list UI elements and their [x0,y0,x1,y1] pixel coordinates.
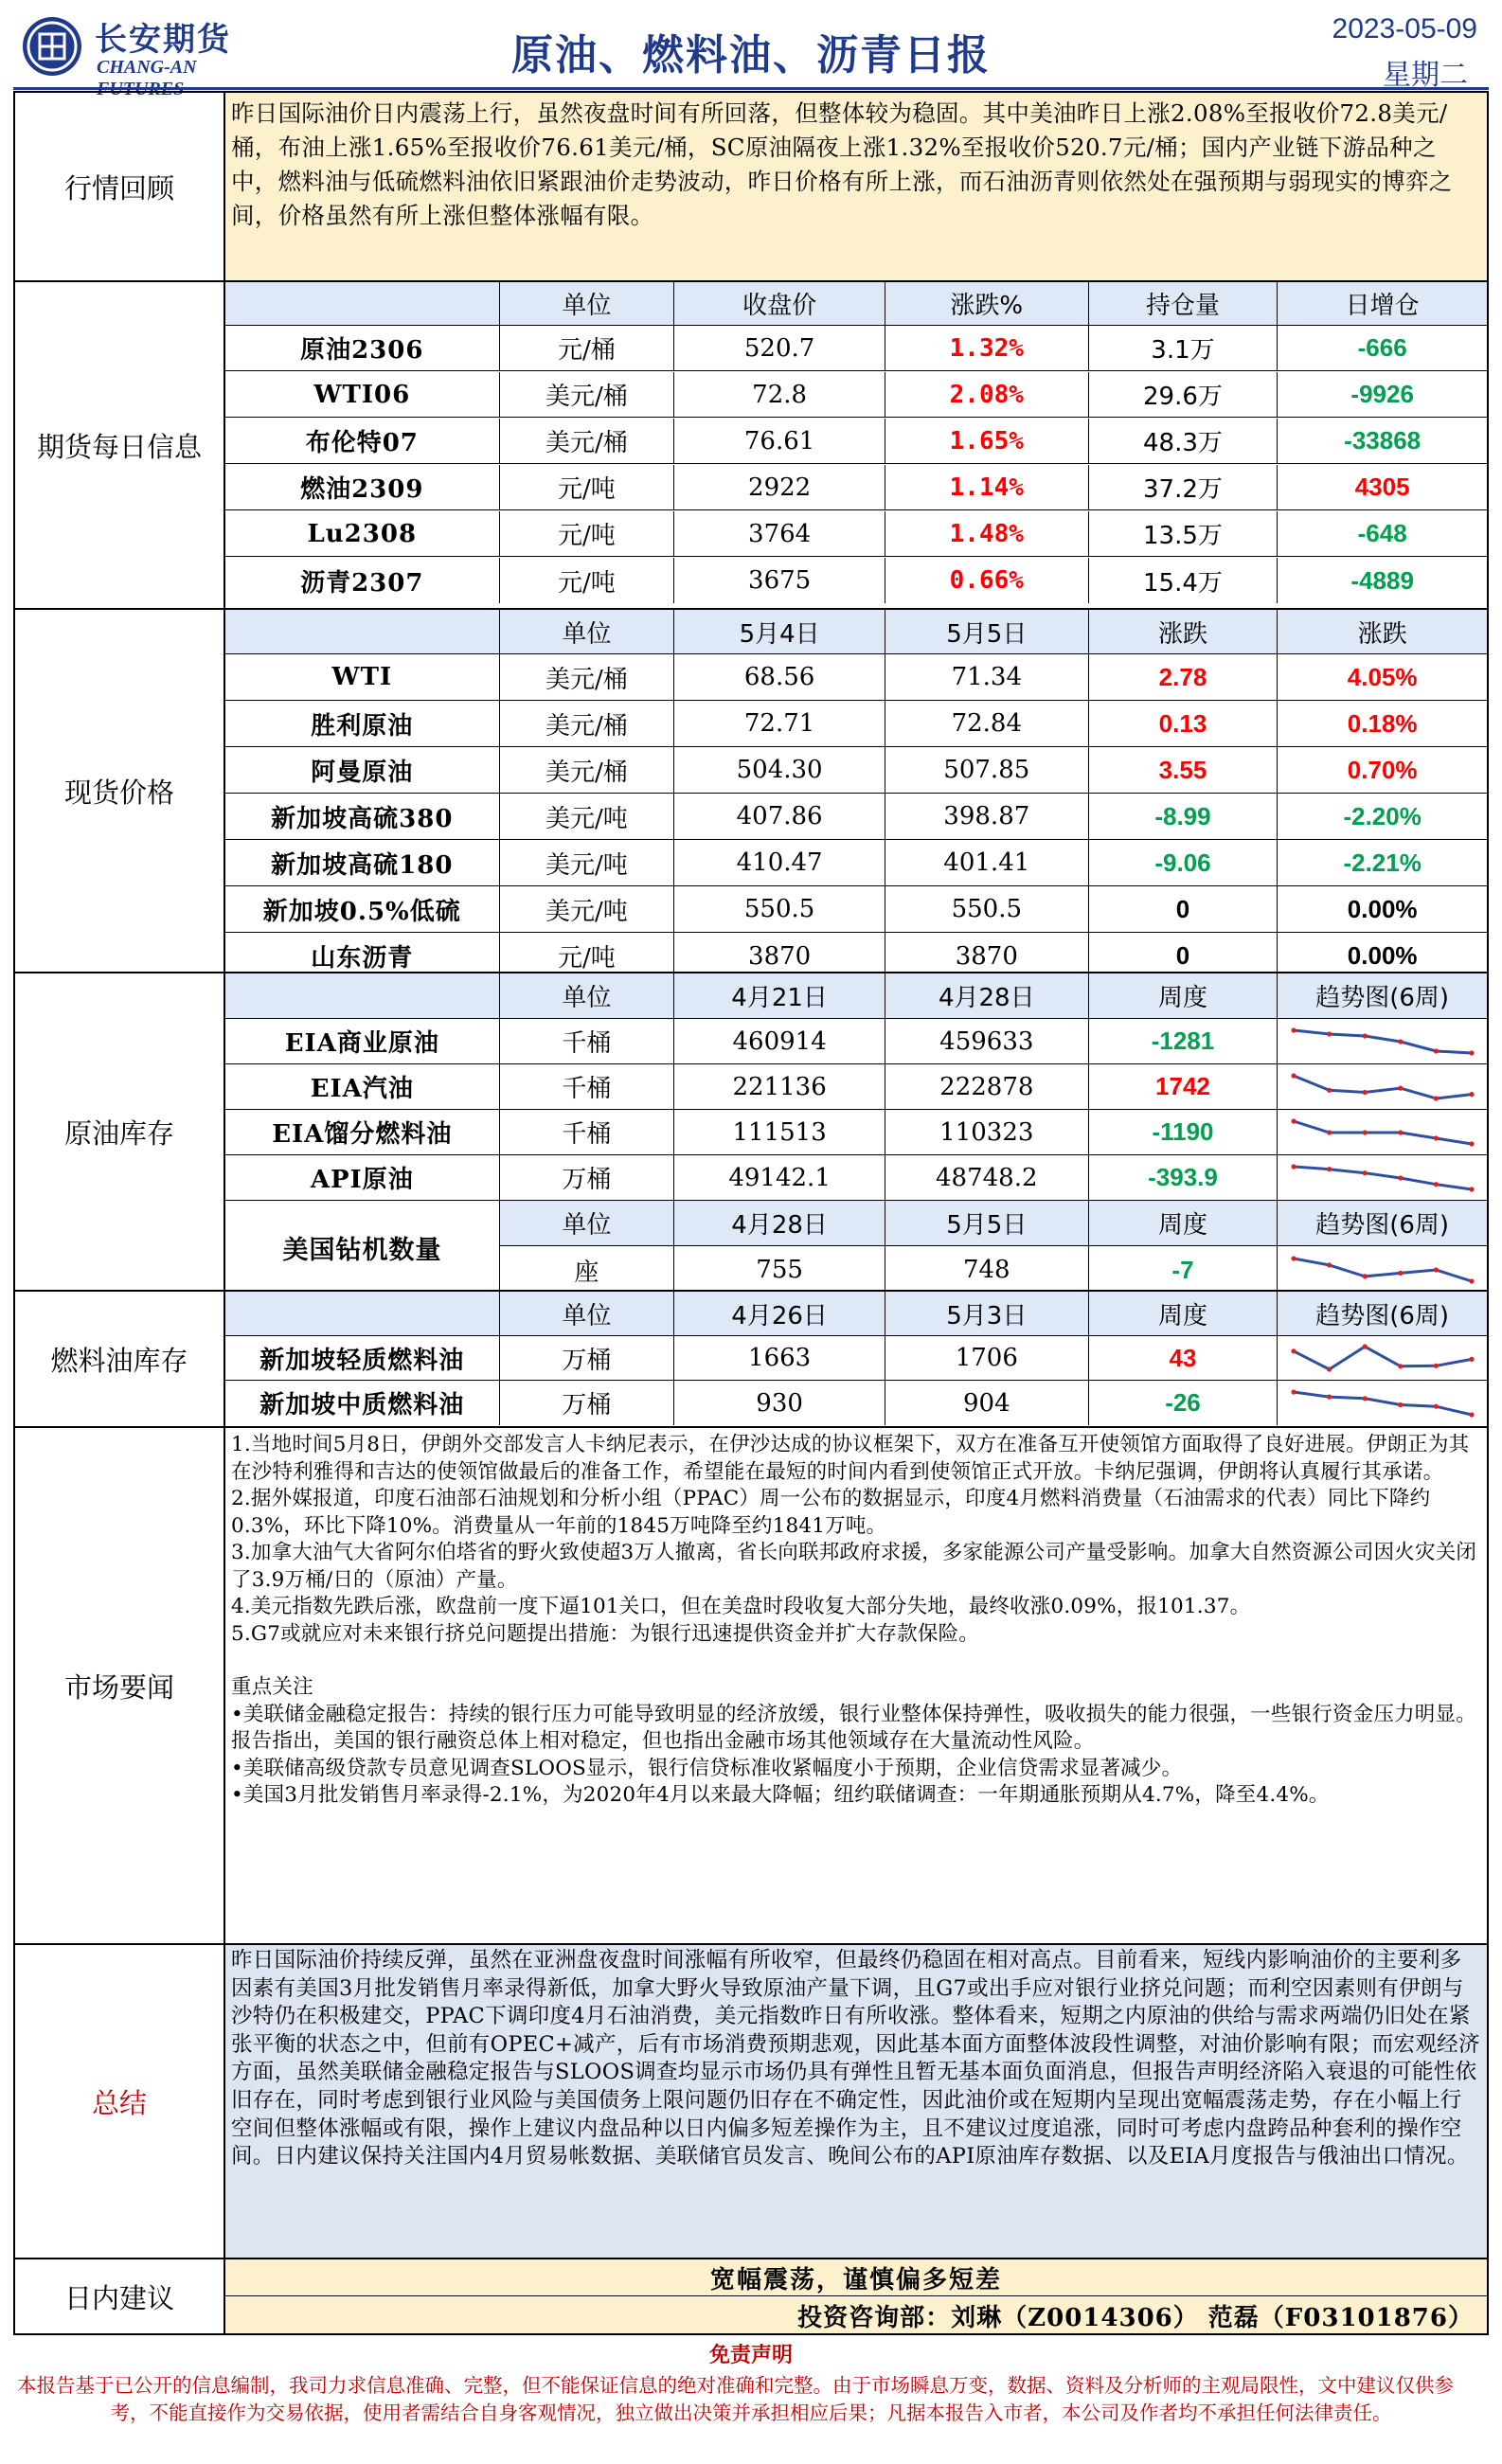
price-change: 0 [1089,886,1278,932]
price-change: 0 [1089,933,1278,979]
change-percent: 1.48% [885,511,1089,556]
column-header: 4月28日 [674,1201,885,1245]
news-item: 5.G7或就应对未来银行挤兑问题提出措施：为银行迅速提供资金并扩大存款保险。 [231,1621,979,1646]
close-price: 76.61 [674,419,885,463]
product-name: 山东沥青 [225,933,500,979]
section-label: 日内建议 [15,2259,225,2333]
report-date: 2023-05-09 [1332,13,1477,45]
column-header: 单位 [500,1292,675,1335]
weekly-change: -393.9 [1089,1155,1278,1200]
table-row [225,326,1487,371]
trend-point [1291,1389,1296,1394]
price-change-percent: 4.05% [1347,662,1418,691]
trend-chart-cell [1278,1246,1487,1294]
column-header: 5月5日 [885,610,1089,653]
change-percent: 1.14% [885,465,1089,509]
table-row [225,465,1487,510]
rig-count-prev: 755 [674,1246,885,1294]
trend-point [1433,1403,1438,1408]
table-row [225,558,1487,603]
trend-sparkline [1288,1342,1477,1374]
weekly-change: -7 [1089,1246,1278,1294]
inventory-curr: 904 [885,1381,1089,1425]
market-news-section [13,1426,1489,1945]
section-label: 现货价格 [15,610,225,972]
report-page [13,8,1489,2424]
column-header: 涨跌% [885,282,1089,325]
trend-point [1327,1031,1332,1036]
unit-cell: 元/吨 [500,511,675,556]
price-change: -9.06 [1089,840,1278,885]
trend-point [1469,1141,1474,1146]
column-header: 5月5日 [885,1201,1089,1245]
inventory-prev: 460914 [674,1019,885,1063]
inventory-prev: 930 [674,1381,885,1425]
column-header: 单位 [500,1201,675,1245]
trend-point [1362,1170,1367,1175]
trend-point [1327,1130,1332,1134]
price-prev: 504.30 [674,747,885,793]
news-item: 4.美元指数先跌后涨，欧盘前一度下逼101关口，但在美盘时段收复大部分失地，最终收涨0.09%，报101.37。 [231,1595,1251,1618]
product-name: 新加坡0.5%低硫 [225,886,500,932]
trend-point [1469,1187,1474,1191]
trend-point [1433,1048,1438,1053]
trend-point [1327,1087,1332,1092]
open-interest: 48.3万 [1089,419,1278,463]
column-header: 4月28日 [885,973,1089,1018]
trend-point [1398,1364,1403,1368]
price-change: 2.78 [1089,654,1278,700]
trend-point [1362,1033,1367,1038]
table-row [225,1336,1487,1381]
contract-name: 布伦特07 [225,419,500,463]
contract-name: 沥青2307 [225,558,500,603]
unit-cell: 美元/吨 [500,886,675,932]
trend-point [1433,1135,1438,1140]
column-header: 5月4日 [674,610,885,653]
disclaimer-title: 免责声明 [708,2344,793,2367]
unit-cell: 美元/吨 [500,840,675,885]
trend-point [1327,1262,1332,1267]
price-prev: 68.56 [674,654,885,700]
contract-name: 原油2306 [225,326,500,370]
column-header: 单位 [500,610,675,653]
daily-oi-change: -33868 [1344,426,1422,455]
price-prev: 410.47 [674,840,885,885]
inventory-curr: 110323 [885,1110,1089,1154]
price-curr: 550.5 [885,886,1089,932]
unit-cell: 座 [500,1246,675,1294]
close-price: 520.7 [674,326,885,370]
column-header: 日增仓 [1345,292,1420,320]
rig-count-curr: 748 [885,1246,1089,1294]
unit-cell: 美元/桶 [500,372,675,417]
news-item: 1.当地时间5月8日，伊朗外交部发言人卡纳尼表示，在伊沙达成的协议框架下，双方在准备互开使领馆方面取得了良好进展。伊朗正为其在沙特利雅得和吉达的使领馆做最后的准备工作，希望能在最短的时间内看到使领馆正式开放。卡纳尼强调，伊朗将认真履行其承诺。 [231,1433,1470,1484]
unit-cell: 元/吨 [500,933,675,979]
trend-point [1362,1089,1367,1094]
price-change: 3.55 [1089,747,1278,793]
trend-point [1362,1344,1367,1348]
column-header: 周度 [1089,1292,1278,1335]
trend-line [1294,1167,1472,1189]
spot-price-section [13,608,1489,973]
trend-line [1294,1392,1472,1415]
trend-point [1398,1402,1403,1406]
market-review-section [13,91,1489,282]
column-header: 持仓量 [1089,282,1278,325]
daily-oi-change: -4889 [1350,565,1414,595]
inventory-prev: 49142.1 [674,1155,885,1200]
inventory-name: EIA商业原油 [225,1019,500,1063]
table-row [225,701,1487,747]
daily-oi-change: -666 [1357,333,1407,362]
price-curr: 507.85 [885,747,1089,793]
summary-section [13,1943,1489,2259]
close-price: 72.8 [674,372,885,417]
trend-point [1362,1274,1367,1278]
trend-point [1469,1278,1474,1283]
price-change-percent: -2.21% [1343,848,1422,877]
price-curr: 398.87 [885,794,1089,839]
trend-point [1398,1130,1403,1134]
open-interest: 13.5万 [1089,511,1278,556]
column-header: 趋势图(6周) [1315,1211,1450,1240]
price-curr: 401.41 [885,840,1089,885]
trend-chart-cell [1278,1336,1487,1380]
unit-cell: 美元/吨 [500,794,675,839]
trend-point [1433,1096,1438,1100]
table-row [225,1019,1487,1064]
inventory-name: API原油 [225,1155,500,1200]
column-header: 单位 [500,973,675,1018]
column-header: 趋势图(6周) [1315,1301,1450,1330]
product-name: 新加坡高硫180 [225,840,500,885]
contract-name: 燃油2309 [225,465,500,509]
price-prev: 407.86 [674,794,885,839]
table-row [225,419,1487,464]
trend-point [1469,1357,1474,1362]
column-header [225,610,500,653]
unit-cell: 万桶 [500,1336,675,1380]
trend-chart-cell [1278,1019,1487,1063]
daily-oi-change: -9926 [1350,380,1414,408]
trend-point [1398,1039,1403,1044]
section-label: 市场要闻 [15,1428,225,1943]
trend-point [1398,1271,1403,1276]
disclaimer-text: 本报告基于已公开的信息编制，我司力求信息准确、完整，但不能保证信息的绝对准确和完整。由于市场瞬息万变，数据、资料及分析师的主观局限性，文中建议仅供参考，不能直接作为交易依据，使用者需结合自身客观情况，独立做出决策并承担相应后果；凡据本报告入市者，本公司及作者均不承担任何法律责任。 [17,2374,1454,2424]
section-label: 燃料油库存 [15,1292,225,1426]
daily-oi-change: -648 [1357,519,1407,547]
advice-text: 宽幅震荡，谨慎偏多短差 [225,2259,1487,2296]
trend-point [1291,1073,1296,1078]
trend-chart-cell [1278,1155,1487,1200]
trend-point [1327,1167,1332,1171]
crude-inventory-section [13,972,1489,1292]
trend-line [1294,1076,1472,1098]
futures-section [13,280,1489,610]
product-name: 阿曼原油 [225,747,500,793]
price-change-percent: 0.70% [1347,755,1418,784]
column-header: 涨跌 [1089,610,1278,653]
unit-cell: 美元/桶 [500,747,675,793]
column-header [225,1292,500,1335]
section-label: 期货每日信息 [15,282,225,608]
weekly-change: -1281 [1089,1019,1278,1063]
column-header: 4月26日 [674,1292,885,1335]
unit-cell: 元/桶 [500,326,675,370]
section-label: 行情回顾 [15,93,225,280]
column-header: 周度 [1089,1201,1278,1245]
open-interest: 37.2万 [1089,465,1278,509]
column-header: 涨跌 [1357,619,1407,649]
report-header [13,8,1489,99]
unit-cell: 美元/桶 [500,701,675,746]
trend-point [1433,1267,1438,1272]
close-price: 3675 [674,558,885,603]
change-percent: 0.66% [885,558,1089,603]
product-name: 新加坡高硫380 [225,794,500,839]
report-weekday: 星期二 [1383,59,1468,92]
inventory-name: 新加坡轻质燃料油 [225,1336,500,1380]
trend-line [1294,1030,1472,1053]
trend-sparkline [1288,1162,1477,1194]
trend-point [1398,1085,1403,1090]
intraday-advice-section [13,2258,1489,2335]
price-change-percent: -2.20% [1343,801,1422,830]
trend-point [1291,1027,1296,1032]
column-header: 收盘价 [674,282,885,325]
consultant-info: 投资咨询部：刘琳（Z0014306） 范磊（F03101876） [225,2297,1487,2333]
section-label: 总结 [15,1945,225,2258]
trend-point [1469,1050,1474,1055]
news-content [225,1428,1487,1943]
close-price: 2922 [674,465,885,509]
trend-point [1291,1118,1296,1123]
trend-sparkline [1288,1116,1477,1149]
trend-line [1294,1259,1472,1281]
report-title: 原油、燃料油、沥青日报 [511,31,991,80]
trend-point [1433,1364,1438,1368]
fuel-oil-inventory-section [13,1290,1489,1428]
trend-point [1291,1256,1296,1260]
inventory-prev: 1663 [674,1336,885,1380]
table-row [225,747,1487,794]
open-interest: 15.4万 [1089,558,1278,603]
unit-cell: 美元/桶 [500,419,675,463]
price-change: -8.99 [1089,794,1278,839]
table-row [225,1064,1487,1110]
table-row [225,372,1487,418]
price-prev: 550.5 [674,886,885,932]
market-review-text: 昨日国际油价日内震荡上行，虽然夜盘时间有所回落，但整体较为稳固。其中美油昨日上涨2.08%至报收价72.8美元/桶，布油上涨1.65%至报收价76.61美元/桶，SC原油隔夜上涨1.32%至报收价520.7元/桶；国内产业链下游品种之中，燃料油与低硫燃料油依旧紧跟油价走势波动，昨日价格有所上涨，而石油沥青则依然处在强预期与弱现实的博弈之间，价格虽然有所上涨但整体涨幅有限。 [231,99,1453,229]
focus-title: 重点关注 [231,1675,313,1699]
price-curr: 3870 [885,933,1089,979]
unit-cell: 美元/桶 [500,654,675,700]
trend-point [1469,1092,1474,1097]
trend-point [1362,1396,1367,1401]
unit-cell: 万桶 [500,1381,675,1425]
table-row [225,1381,1487,1425]
weekly-change: -1190 [1089,1110,1278,1154]
inventory-curr: 222878 [885,1064,1089,1109]
trend-line [1294,1121,1472,1144]
close-price: 3764 [674,511,885,556]
inventory-name: 新加坡中质燃料油 [225,1381,500,1425]
trend-point [1327,1366,1332,1371]
product-name: WTI [225,654,500,700]
unit-cell: 千桶 [500,1064,675,1109]
inventory-name: EIA汽油 [225,1064,500,1109]
table-row [225,840,1487,886]
column-header [225,282,500,325]
unit-cell: 万桶 [500,1155,675,1200]
price-curr: 71.34 [885,654,1089,700]
focus-item: •美联储高级贷款专员意见调查SLOOS显示，银行信贷标准收紧幅度小于预期，企业信贷需求显著减少。 [231,1756,1183,1780]
price-change-percent: 0.00% [1347,941,1418,970]
table-header-row [225,282,1487,326]
change-percent: 1.65% [885,419,1089,463]
price-prev: 3870 [674,933,885,979]
table-row [225,886,1487,933]
unit-cell: 千桶 [500,1019,675,1063]
section-label: 原油库存 [15,973,225,1290]
news-item: 3.加拿大油气大省阿尔伯塔省的野火致使超3万人撤离，省长向联邦政府求援，多家能源公司产量受影响。加拿大自然资源公司因火灾关闭了3.9万桶/日的（原油）产量。 [231,1541,1477,1592]
column-header: 趋势图(6周) [1315,984,1450,1012]
table-header-row [225,610,1487,654]
trend-chart-cell [1278,1064,1487,1109]
price-prev: 72.71 [674,701,885,746]
column-header: 周度 [1089,973,1278,1018]
trend-sparkline [1288,1387,1477,1419]
focus-item: •美联储金融稳定报告：持续的银行压力可能导致明显的经济放缓，银行业整体保持弹性，吸收损失的能力很强，一些银行资金压力明显。报告指出，美国的银行融资总体上相对稳定，但也指出金融市场其他领域存在大量流动性风险。 [231,1702,1476,1753]
trend-sparkline [1288,1071,1477,1103]
product-name: 胜利原油 [225,701,500,746]
trend-sparkline [1288,1254,1477,1286]
inventory-curr: 1706 [885,1336,1089,1380]
summary-text: 昨日国际油价持续反弹，虽然在亚洲盘夜盘时间涨幅有所收窄，但最终仍稳固在相对高点。目前看来，短线内影响油价的主要利多因素有美国3月批发销售月率录得新低，加拿大野火导致原油产量下调，且G7或出手应对银行业挤兑问题；而利空因素则有伊朗与沙特仍在积极建交，PPAC下调印度4月石油消费，美元指数昨日有所收涨。整体看来，短期之内原油的供给与需求两端仍旧处在紧张平衡的状态之中，但前有OPEC+减产，后有市场消费预期悲观，因此基本面方面整体波段性调整，对油价影响有限；而宏观经济方面，虽然美联储金融稳定报告与SLOOS调查均显示市场仍具有弹性且暂无基本面负面消息，但报告声明经济陷入衰退的可能性依旧存在，同时考虑到银行业风险与美国债务上限问题仍旧存在不确定性，因此油价或在短期内呈现出宽幅震荡走势，存在小幅上行空间但整体涨幅或有限，操作上建议内盘品种以日内偏多短差操作为主，且不建议过度追涨，同时可考虑内盘跨品种套利的操作空间。日内建议保持关注国内4月贸易帐数据、美联储官员发言、晚间公布的API原油库存数据、以及EIA月度报告与俄油出口情况。 [231,1948,1480,2169]
unit-cell: 千桶 [500,1110,675,1154]
open-interest: 29.6万 [1089,372,1278,417]
table-row [225,1155,1487,1201]
trend-sparkline [1288,1026,1477,1058]
table-header-row [225,973,1487,1019]
price-change-percent: 0.18% [1347,708,1418,738]
contract-name: Lu2308 [225,511,500,556]
trend-chart-cell [1278,1110,1487,1154]
table-row [225,1110,1487,1155]
inventory-prev: 111513 [674,1110,885,1154]
weekly-change: 1742 [1089,1064,1278,1109]
price-curr: 72.84 [885,701,1089,746]
trend-point [1433,1182,1438,1187]
column-header [225,973,500,1018]
table-row [225,794,1487,840]
inventory-name: EIA馏分燃料油 [225,1110,500,1154]
trend-chart-cell [1278,1381,1487,1425]
table-row [225,511,1487,557]
contract-name: WTI06 [225,372,500,417]
inventory-prev: 221136 [674,1064,885,1109]
price-change-percent: 0.00% [1347,894,1418,923]
focus-item: •美国3月批发销售月率录得-2.1%，为2020年4月以来最大降幅；纽约联储调查：一年期通胀预期从4.7%，降至4.4%。 [231,1783,1330,1807]
open-interest: 3.1万 [1089,326,1278,370]
price-change: 0.13 [1089,701,1278,746]
change-percent: 1.32% [885,326,1089,370]
trend-point [1291,1348,1296,1353]
change-percent: 2.08% [885,372,1089,417]
column-header: 单位 [500,282,675,325]
unit-cell: 元/吨 [500,558,675,603]
logo-chinese: 长安期货 [95,21,231,59]
weekly-change: -26 [1089,1381,1278,1425]
trend-point [1362,1130,1367,1134]
trend-point [1291,1164,1296,1169]
disclaimer [13,2337,1489,2427]
table-row [225,654,1487,701]
weekly-change: 43 [1089,1336,1278,1380]
column-header: 5月3日 [885,1292,1089,1335]
table-header-row [225,1292,1487,1336]
rig-count-label: 美国钻机数量 [225,1201,500,1294]
news-item: 2.据外媒报道，印度石油部石油规划和分析小组（PPAC）周一公布的数据显示，印度4月燃料消费量（石油需求的代表）同比下降约0.3%，环比下降10%。消费量从一年前的1845万吨降至约1841万吨。 [231,1487,1431,1538]
inventory-curr: 48748.2 [885,1155,1089,1200]
column-header: 4月21日 [674,973,885,1018]
trend-line [1294,1347,1472,1369]
daily-oi-change: 4305 [1354,473,1410,501]
inventory-curr: 459633 [885,1019,1089,1063]
trend-point [1398,1175,1403,1180]
unit-cell: 元/吨 [500,465,675,509]
trend-point [1327,1394,1332,1399]
logo-english: CHANG-AN FUTURES [97,57,197,99]
trend-point [1469,1412,1474,1417]
